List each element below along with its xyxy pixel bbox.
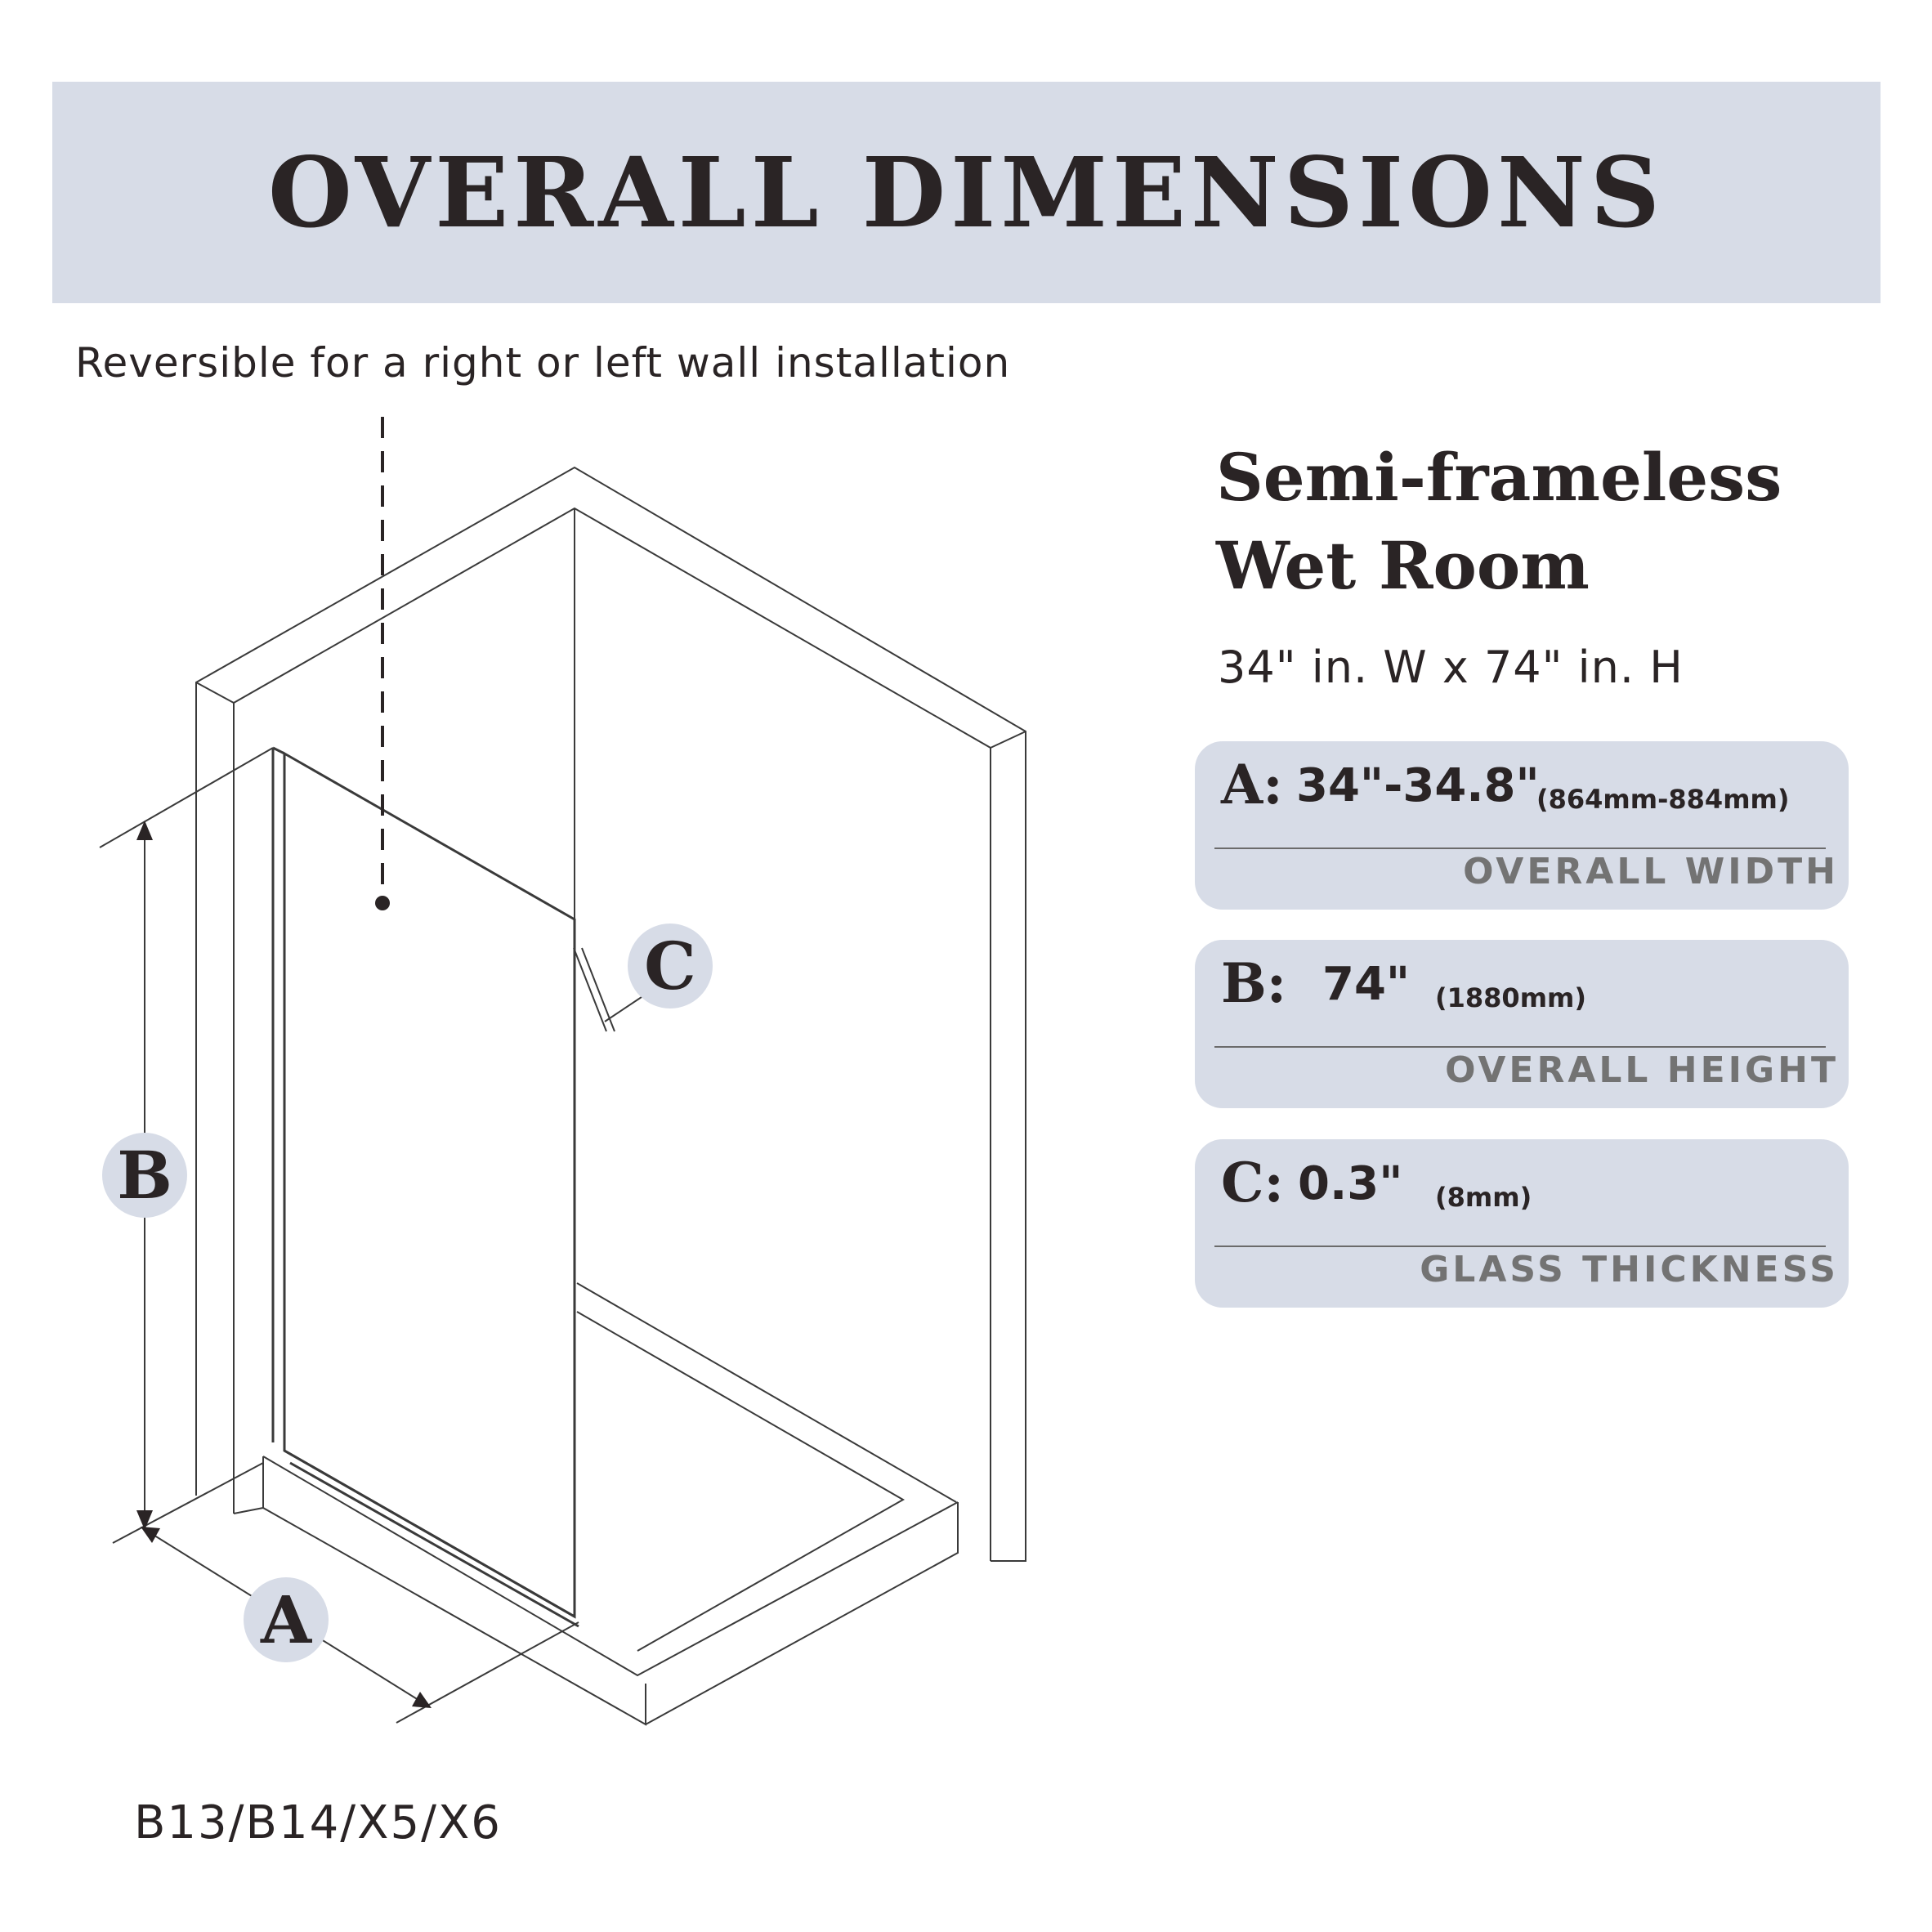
glass-bottom-strip	[284, 1451, 575, 1617]
spec-value: 34"-34.8"	[1296, 759, 1540, 812]
spec-divider	[1214, 1246, 1826, 1247]
wall-cap-right	[991, 731, 1026, 748]
wall-outline	[196, 467, 1026, 1561]
spec-caption: OVERALL WIDTH	[1463, 851, 1839, 892]
spec-divider	[1214, 847, 1826, 849]
spec-value: 0.3"	[1298, 1157, 1403, 1210]
spec-card-thickness	[1195, 1139, 1849, 1308]
dim-b-arrow-top	[136, 821, 153, 840]
shower-tray-left-edge	[234, 1508, 263, 1514]
badge-b-label: B	[117, 1137, 172, 1214]
reversible-leader-dot	[375, 896, 390, 910]
shower-tray-recess	[577, 1312, 903, 1651]
spec-metric: (864mm-884mm)	[1536, 784, 1790, 815]
dim-c-leader	[574, 948, 606, 1031]
spec-letter: B:	[1221, 951, 1287, 1015]
spec-metric: (8mm)	[1435, 1182, 1532, 1213]
dim-b-ext-top	[100, 748, 273, 847]
product-size: 34" in. W x 74" in. H	[1218, 642, 1684, 693]
badge-c-label: C	[644, 928, 696, 1004]
spec-card-height	[1195, 940, 1849, 1108]
dim-a-arrow-right	[412, 1692, 432, 1708]
spec-value: 74"	[1322, 958, 1411, 1011]
page-title: OVERALL DIMENSIONS	[267, 136, 1666, 249]
reversible-note: Reversible for a right or left wall installation	[75, 339, 1011, 387]
spec-letter: C:	[1221, 1151, 1284, 1214]
dim-a-arrow-left	[141, 1527, 160, 1543]
shower-tray-front	[263, 1456, 646, 1724]
dim-a-ext-right	[396, 1622, 579, 1723]
shower-tray-right	[646, 1502, 958, 1724]
spec-caption: GLASS THICKNESS	[1420, 1249, 1839, 1290]
wall-profile-top	[273, 748, 284, 754]
glass-panel	[284, 754, 575, 1617]
shower-tray-back-edge	[577, 1283, 956, 1502]
model-codes: B13/B14/X5/X6	[134, 1796, 502, 1849]
product-title-line1: Semi-frameless	[1216, 439, 1782, 516]
product-title-line2: Wet Room	[1216, 527, 1590, 604]
shower-tray-top	[263, 1456, 958, 1675]
spec-letter: A:	[1221, 753, 1283, 816]
wall-cap	[196, 682, 234, 703]
badge-a-label: A	[260, 1581, 312, 1658]
dim-a-ext-left	[113, 1463, 263, 1543]
spec-card-width	[1195, 741, 1849, 910]
dim-b-arrow-bottom	[136, 1510, 153, 1530]
spec-divider	[1214, 1046, 1826, 1048]
glass-bottom-strip-2	[290, 1463, 579, 1626]
spec-caption: OVERALL HEIGHT	[1445, 1049, 1839, 1091]
spec-metric: (1880mm)	[1435, 982, 1586, 1013]
product-title	[1216, 433, 1870, 610]
wall-inner-edge	[234, 508, 991, 1561]
